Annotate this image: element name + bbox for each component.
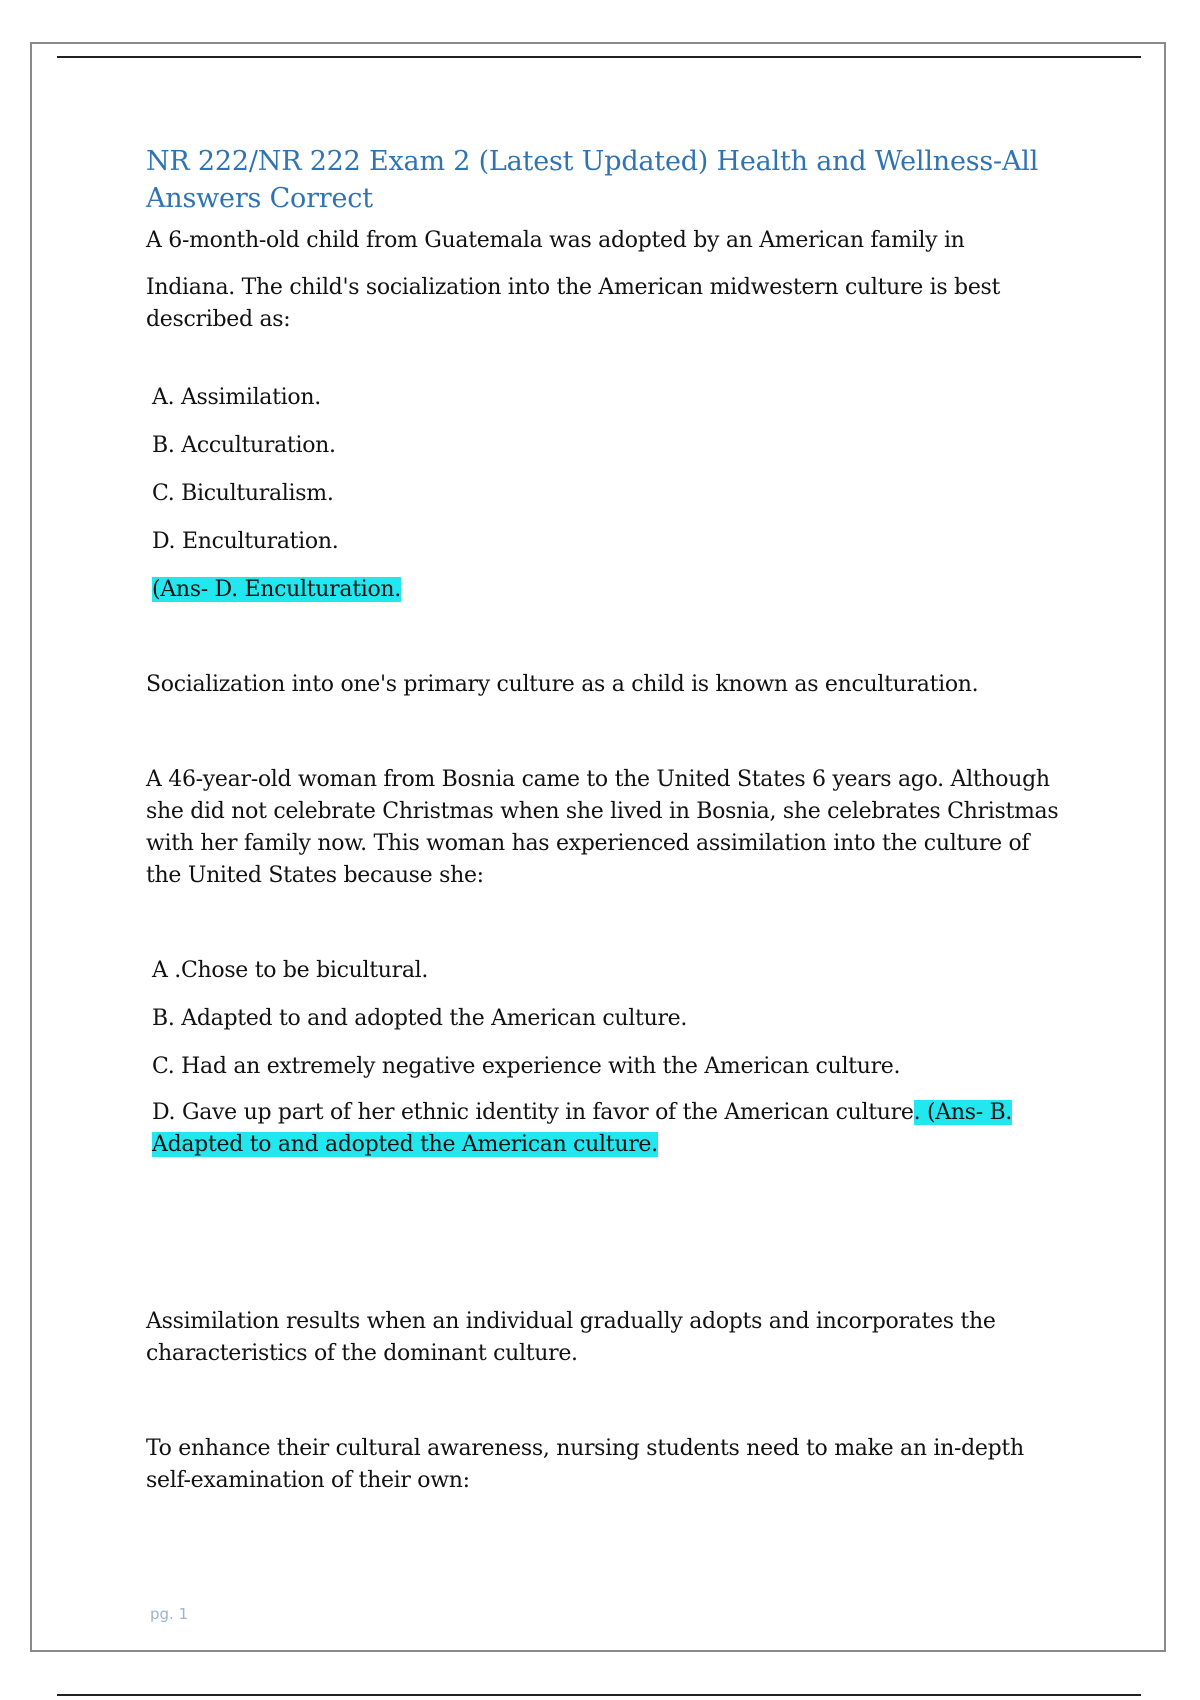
question-2-option-d-text: D. Gave up part of her ethnic identity in favor of the American culture <box>152 1100 914 1125</box>
page-number: pg. 1 <box>150 1605 189 1623</box>
question-2-stem: A 46-year-old woman from Bosnia came to the United States 6 years ago. Although she did not celebrate Christmas when she lived in Bosnia, she celebrates Christmas with her family now. This woman has experienced assimilation into the culture of the United States because she: <box>146 767 1059 888</box>
question-2-option-c: C. Had an extremely negative experience with the American culture. <box>152 1054 901 1079</box>
question-1-options <box>146 382 1066 558</box>
document-body <box>146 143 1066 1497</box>
question-2-answer-highlight: . (Ans- B. Adapted to and adopted the American culture. <box>152 1100 1013 1157</box>
question-1-option-a: A. Assimilation. <box>152 385 321 410</box>
question-1-rationale: Socialization into one's primary culture as a child is known as enculturation. <box>146 672 979 697</box>
question-2-rationale: Assimilation results when an individual gradually adopts and incorporates the characteristics of the dominant culture. <box>146 1309 996 1366</box>
question-2-option-d <box>152 1097 1066 1161</box>
question-1-option-b: B. Acculturation. <box>152 433 336 458</box>
header-rule <box>57 56 1141 58</box>
footer-rule <box>57 1694 1141 1696</box>
document-title: NR 222/NR 222 Exam 2 (Latest Updated) Health and Wellness-All Answers Correct <box>146 146 1039 214</box>
question-2-option-b: B. Adapted to and adopted the American culture. <box>152 1006 688 1031</box>
question-1-stem-line-2: Indiana. The child's socialization into the American midwestern culture is best described as: <box>146 275 1001 332</box>
question-1-answer <box>152 574 1066 606</box>
question-1-stem <box>146 225 1066 336</box>
question-2-options <box>146 955 1066 1083</box>
question-1-stem-line-1: A 6-month-old child from Guatemala was adopted by an American family in <box>146 228 965 253</box>
question-3-stem: To enhance their cultural awareness, nursing students need to make an in-depth self-examination of their own: <box>146 1436 1024 1493</box>
question-2-option-a: A .Chose to be bicultural. <box>152 958 429 983</box>
question-1-option-c: C. Biculturalism. <box>152 481 334 506</box>
question-1-option-d: D. Enculturation. <box>152 529 339 554</box>
question-1-answer-highlight: (Ans- D. Enculturation. <box>152 577 401 602</box>
